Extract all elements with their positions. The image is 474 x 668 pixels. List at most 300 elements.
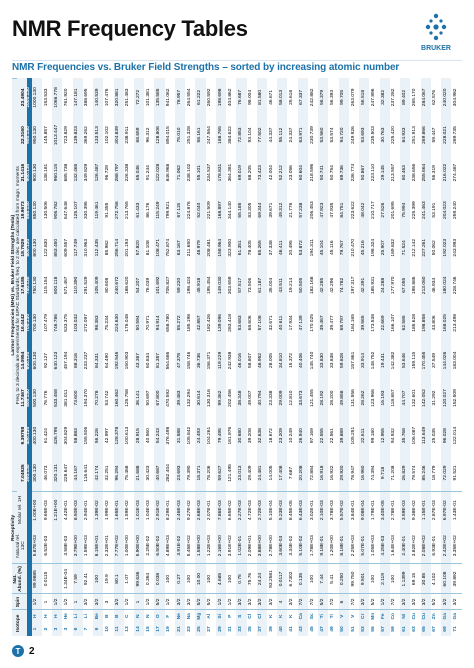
table-cell: 1.39E-02 bbox=[93, 492, 103, 528]
table-cell: 47.935 bbox=[328, 191, 338, 229]
table-cell: 101.692 bbox=[154, 267, 164, 305]
table-cell: 70.971 bbox=[144, 304, 154, 342]
table-cell: 33.673 bbox=[298, 379, 308, 417]
table-cell: 48.042 bbox=[359, 191, 369, 229]
table-cell: 8.15E+01 bbox=[93, 528, 103, 564]
table-cell: 72.884 bbox=[308, 454, 318, 492]
element-symbol-cell: H bbox=[42, 610, 52, 622]
table-cell: 80.1 bbox=[114, 564, 124, 594]
table-cell: 1.65E-01 bbox=[114, 492, 124, 528]
table-cell: 56.319 bbox=[431, 154, 441, 192]
table-cell: 269.866 bbox=[421, 116, 431, 154]
table-cell: 8.29E-01 bbox=[165, 492, 175, 528]
table-cell: 50.741 bbox=[318, 154, 328, 192]
table-cell: 39.208 bbox=[247, 417, 257, 455]
table-cell: 5.23E-03 bbox=[277, 492, 287, 528]
table-cell: 30.763 bbox=[380, 116, 390, 154]
table-cell: 78.405 bbox=[247, 229, 257, 267]
table-cell: 50.505 bbox=[298, 267, 308, 305]
table-cell: 72.853 bbox=[236, 116, 246, 154]
table-row bbox=[318, 79, 328, 637]
mass-number-cell: 67 bbox=[431, 622, 441, 636]
table-cell: 81.580 bbox=[257, 79, 267, 117]
table-row bbox=[298, 79, 308, 637]
mass-number-cell: 40 bbox=[277, 622, 287, 636]
bruker-logo bbox=[414, 12, 458, 52]
table-cell: 92.127 bbox=[42, 342, 52, 380]
frequency-header-cell: 400.130 bbox=[27, 417, 32, 455]
mass-number-cell: 3 bbox=[52, 622, 62, 636]
table-cell: 47.923 bbox=[318, 191, 328, 229]
table-cell: 47.378 bbox=[175, 342, 185, 380]
table-cell: 44.707 bbox=[400, 379, 410, 417]
table-cell: 388.695 bbox=[83, 79, 93, 117]
field-strength-cell: 17.6185 bbox=[22, 267, 27, 305]
mass-number-cell: 13 bbox=[124, 622, 134, 636]
table-cell: 138.181 bbox=[42, 154, 52, 192]
table-row bbox=[185, 79, 195, 637]
table-cell: 52.212 bbox=[277, 154, 287, 192]
element-symbol-cell: B bbox=[103, 610, 113, 622]
table-cell: 5.07E-01 bbox=[359, 528, 369, 564]
table-cell: 145.857 bbox=[42, 116, 52, 154]
table-cell: 107.476 bbox=[103, 79, 113, 117]
table-cell: 18.672 bbox=[267, 417, 277, 455]
table-cell: 31.588 bbox=[175, 417, 185, 455]
table-cell: 37.338 bbox=[267, 229, 277, 267]
table-cell: 15.372 bbox=[287, 342, 297, 380]
table-cell: 2.09E+01 bbox=[247, 528, 257, 564]
mass-number-cell: 53 bbox=[359, 622, 369, 636]
field-strength-cell: 9.39798 bbox=[22, 417, 27, 455]
table-cell: 304.829 bbox=[62, 417, 72, 455]
table-cell: 3.82E+02 bbox=[410, 528, 420, 564]
table-cell: 9.501 bbox=[359, 564, 369, 594]
mass-number-cell: 31 bbox=[226, 622, 236, 636]
table-cell: 291.529 bbox=[83, 267, 93, 305]
table-cell: 9.38E-02 bbox=[410, 492, 420, 528]
table-cell: 225.399 bbox=[410, 191, 420, 229]
table-cell: 20.208 bbox=[298, 454, 308, 492]
table-cell: 3/2 bbox=[185, 594, 195, 610]
table-cell: 33.838 bbox=[328, 342, 338, 380]
table-cell: 19.214 bbox=[287, 267, 297, 305]
table-cell: 564.686 bbox=[165, 342, 175, 380]
table-cell: 198.324 bbox=[369, 229, 379, 267]
element-symbol-cell: K bbox=[287, 610, 297, 622]
table-cell: 61.433 bbox=[134, 191, 144, 229]
frequency-header-cell: 1000.130 bbox=[27, 79, 32, 117]
table-cell: 34.810 bbox=[277, 342, 287, 380]
table-cell: 55.272 bbox=[175, 304, 185, 342]
table-cell: 5.87E+03 bbox=[32, 528, 42, 564]
table-cell: 50.062 bbox=[431, 229, 441, 267]
table-cell: 208.481 bbox=[206, 229, 216, 267]
element-symbol-cell: Na bbox=[185, 610, 195, 622]
element-symbol-cell: Ne bbox=[175, 610, 185, 622]
table-cell: 211.650 bbox=[185, 229, 195, 267]
table-cell: 16.922 bbox=[328, 454, 338, 492]
table-cell: 30.85 bbox=[421, 564, 431, 594]
table-cell: 1/2 bbox=[52, 594, 62, 610]
table-row bbox=[339, 79, 349, 637]
table-cell: 210.717 bbox=[369, 191, 379, 229]
table-cell: 344.140 bbox=[226, 191, 236, 229]
frequency-header-cell: 900.130 bbox=[27, 154, 32, 192]
mass-number-cell: 33 bbox=[236, 622, 246, 636]
table-cell: 29.009 bbox=[277, 379, 287, 417]
table-cell: 1/2 bbox=[226, 594, 236, 610]
table-cell: 240.672 bbox=[114, 267, 124, 305]
field-strength-cell: 19.9673 bbox=[22, 191, 27, 229]
table-cell: 3/2 bbox=[410, 594, 420, 610]
table-cell: 3/2 bbox=[257, 594, 267, 610]
table-cell: 53.646 bbox=[400, 342, 410, 380]
table-cell: 58.013 bbox=[277, 79, 287, 117]
table-row bbox=[400, 79, 410, 637]
element-symbol-cell: V bbox=[349, 610, 359, 622]
table-cell: 112.435 bbox=[93, 229, 103, 267]
table-cell: 213.060 bbox=[421, 267, 431, 305]
table-cell: 123.966 bbox=[369, 379, 379, 417]
table-cell: 140.539 bbox=[93, 79, 103, 117]
table-cell: 236.774 bbox=[349, 154, 359, 192]
table-cell: 274.487 bbox=[451, 154, 462, 192]
table-cell: 78.947 bbox=[349, 454, 359, 492]
table-cell: 1.64E+03 bbox=[390, 528, 400, 564]
table-cell: 65.185 bbox=[236, 191, 246, 229]
table-cell: 264.554 bbox=[185, 79, 195, 117]
table-cell: 571.467 bbox=[62, 267, 72, 305]
table-cell: 4.89E+03 bbox=[165, 528, 175, 564]
table-cell: 255.664 bbox=[421, 154, 431, 192]
table-cell: 83.305 bbox=[247, 191, 257, 229]
table-cell: 7.86E-03 bbox=[216, 492, 226, 528]
table-cell: 72.272 bbox=[134, 79, 144, 117]
table-cell: 0.135 bbox=[298, 564, 308, 594]
table-row bbox=[390, 79, 400, 637]
table-row bbox=[308, 79, 318, 637]
table-row bbox=[206, 79, 216, 637]
table-cell: 39.892 bbox=[451, 564, 462, 594]
table-cell: 7/2 bbox=[328, 594, 338, 610]
table-cell: 170.455 bbox=[421, 342, 431, 380]
table-cell: 67.800 bbox=[154, 379, 164, 417]
table-cell: 300.130 bbox=[32, 454, 42, 492]
table-cell: 894.015 bbox=[165, 116, 175, 154]
table-cell: 100 bbox=[390, 564, 400, 594]
table-cell: 75.76 bbox=[247, 564, 257, 594]
table-cell: 204.023 bbox=[441, 191, 451, 229]
table-cell: 1.02E-01 bbox=[236, 528, 246, 564]
table-cell: 180.024 bbox=[441, 267, 451, 305]
table-cell: 130.316 bbox=[206, 379, 216, 417]
table-cell: 5/2 bbox=[154, 594, 164, 610]
table-cell: 32.382 bbox=[380, 79, 390, 117]
table-row bbox=[114, 79, 124, 637]
table-cell: 533.375 bbox=[62, 304, 72, 342]
table-cell: 113.649 bbox=[421, 417, 431, 455]
frequency-header-cell: 500.130 bbox=[27, 379, 32, 417]
table-cell: 23.693 bbox=[175, 454, 185, 492]
table-cell: 49.007 bbox=[247, 379, 257, 417]
table-cell: 30.680 bbox=[236, 417, 246, 455]
table-cell: 116.641 bbox=[83, 454, 93, 492]
table-cell: 1 bbox=[73, 594, 83, 610]
table-row bbox=[175, 79, 185, 637]
mass-number-cell: 71 bbox=[451, 622, 462, 636]
table-cell: 310.963 bbox=[83, 229, 93, 267]
table-cell: 23.338 bbox=[267, 379, 277, 417]
element-symbol-cell: Ga bbox=[451, 610, 462, 622]
table-cell: 33.914 bbox=[359, 342, 369, 380]
table-cell: 62.585 bbox=[400, 304, 410, 342]
table-cell: 93.104 bbox=[247, 116, 257, 154]
table-cell: 49.858 bbox=[339, 379, 349, 417]
table-cell: 1.78E+03 bbox=[308, 528, 318, 564]
table-cell: 99.705 bbox=[339, 79, 349, 117]
table-cell: 22.669 bbox=[380, 304, 390, 342]
table-cell: 2.68E-03 bbox=[195, 492, 205, 528]
table-row bbox=[124, 79, 134, 637]
table-cell: 53.742 bbox=[103, 379, 113, 417]
table-cell: 2.07E-01 bbox=[206, 492, 216, 528]
mass-number-cell: 39 bbox=[267, 622, 277, 636]
table-cell: 3/2 bbox=[400, 594, 410, 610]
table-cell: 93.2581 bbox=[267, 564, 277, 594]
element-symbol-cell: Mg bbox=[195, 610, 205, 622]
mass-number-cell: 63 bbox=[410, 622, 420, 636]
table-row bbox=[267, 79, 277, 637]
table-cell: 150.903 bbox=[124, 342, 134, 380]
table-cell: 76.687 bbox=[236, 79, 246, 117]
mass-number-cell: 1 bbox=[32, 622, 42, 636]
mass-number-cell: 7 bbox=[83, 622, 93, 636]
table-cell: 160.462 bbox=[114, 379, 124, 417]
table-cell: 2.10E-03 bbox=[318, 492, 328, 528]
table-cell: 1.43E-01 bbox=[451, 492, 462, 528]
table-cell: 8.50E-03 bbox=[73, 492, 83, 528]
table-cell: 243.993 bbox=[451, 229, 462, 267]
table-cell: 44.167 bbox=[73, 454, 83, 492]
table-cell: 218.596 bbox=[308, 154, 318, 192]
table-cell: 29.145 bbox=[380, 154, 390, 192]
isotope-header: Isotope bbox=[12, 610, 27, 636]
table-cell: 647.648 bbox=[62, 191, 72, 229]
table-cell: 28.192 bbox=[318, 379, 328, 417]
table-row bbox=[380, 79, 390, 637]
mass-number-cell: 61 bbox=[400, 622, 410, 636]
table-cell: 81.357 bbox=[154, 342, 164, 380]
table-row bbox=[421, 79, 431, 637]
table-cell: 800.130 bbox=[32, 229, 42, 267]
table-cell: 96.294 bbox=[114, 454, 124, 492]
table-cell: 3/2 bbox=[359, 594, 369, 610]
table-cell: 67.337 bbox=[298, 79, 308, 117]
table-cell: 17.408 bbox=[277, 454, 287, 492]
table-cell: 7.44 bbox=[318, 564, 328, 594]
table-cell: 46.016 bbox=[236, 342, 246, 380]
table-row bbox=[257, 79, 267, 637]
table-cell: 120.027 bbox=[441, 379, 451, 417]
table-cell: 941.062 bbox=[165, 79, 175, 117]
table-cell: 177.970 bbox=[390, 267, 400, 305]
table-cell: 906.782 bbox=[52, 191, 62, 229]
mass-number-cell: 35 bbox=[247, 622, 257, 636]
table-cell: 24.481 bbox=[257, 454, 267, 492]
mass-number-cell: 45 bbox=[308, 622, 318, 636]
table-cell: 4 bbox=[277, 594, 287, 610]
table-cell: 223.110 bbox=[369, 154, 379, 192]
table-cell: 10.00 bbox=[195, 564, 205, 594]
table-cell: 23.056 bbox=[287, 154, 297, 192]
table-cell: 238.911 bbox=[124, 116, 134, 154]
table-cell: 44.337 bbox=[267, 116, 277, 154]
table-cell: 2.25E-02 bbox=[144, 528, 154, 564]
element-symbol-cell: Ni bbox=[400, 610, 410, 622]
table-cell: 221.509 bbox=[206, 191, 216, 229]
element-symbol-cell: C bbox=[124, 610, 134, 622]
table-cell: 234.537 bbox=[206, 154, 216, 192]
table-cell: 59.220 bbox=[175, 267, 185, 305]
table-cell: 323.900 bbox=[226, 229, 236, 267]
frequency-table-container bbox=[12, 78, 462, 636]
table-cell: 40.611 bbox=[277, 304, 287, 342]
table-cell: 153.533 bbox=[42, 79, 52, 117]
table-cell: 272.756 bbox=[114, 191, 124, 229]
table-cell: 5/2 bbox=[195, 594, 205, 610]
table-cell: 21.688 bbox=[134, 454, 144, 492]
table-cell: 3.02E-01 bbox=[308, 492, 318, 528]
table-cell: 213.498 bbox=[451, 304, 462, 342]
table-cell: 18.371 bbox=[195, 454, 205, 492]
table-cell: 58.807 bbox=[247, 342, 257, 380]
table-cell: 56.226 bbox=[93, 417, 103, 455]
table-cell: 105.409 bbox=[93, 267, 103, 305]
frequency-header-cell: 800.130 bbox=[27, 229, 32, 267]
table-cell: 55.112 bbox=[277, 116, 287, 154]
table-cell: 1 bbox=[134, 594, 144, 610]
table-cell: 110.390 bbox=[73, 267, 83, 305]
mass-number-cell: 10 bbox=[103, 622, 113, 636]
table-cell: 5.41 bbox=[328, 564, 338, 594]
table-cell: 121.495 bbox=[226, 454, 236, 492]
table-row bbox=[216, 79, 226, 637]
table-cell: 750.130 bbox=[32, 267, 42, 305]
table-cell: 1000.130 bbox=[32, 79, 42, 117]
table-cell: 349.829 bbox=[83, 154, 93, 192]
table-cell: 609.557 bbox=[62, 229, 72, 267]
table-row bbox=[62, 79, 72, 637]
table-cell: 39.477 bbox=[328, 304, 338, 342]
table-cell: 9.08E-04 bbox=[359, 492, 369, 528]
table-cell: 5.45E+02 bbox=[185, 528, 195, 564]
mass-number-cell: 15 bbox=[144, 622, 154, 636]
table-cell: 22.611 bbox=[359, 417, 369, 455]
table-cell: 195.454 bbox=[206, 267, 216, 305]
table-cell: 45.216 bbox=[359, 229, 369, 267]
table-cell: 685.738 bbox=[62, 154, 72, 192]
element-symbol-cell: Cu bbox=[421, 610, 431, 622]
table-row bbox=[134, 79, 144, 637]
table-cell: 1/2 bbox=[62, 594, 72, 610]
table-cell: 45.104 bbox=[318, 229, 328, 267]
table-cell: 144.026 bbox=[441, 342, 451, 380]
table-cell: 19.9 bbox=[103, 564, 113, 594]
field-strength-cell: 14.0954 bbox=[22, 342, 27, 380]
table-cell: 79.390 bbox=[185, 454, 195, 492]
table-cell: 168.897 bbox=[216, 191, 226, 229]
table-cell: 3/2 bbox=[236, 594, 246, 610]
table-cell: 46.671 bbox=[267, 79, 277, 117]
mass-number-cell: 50 bbox=[339, 622, 349, 636]
table-row bbox=[226, 79, 236, 637]
molar-rel-header: Molar rel. 1H bbox=[17, 492, 27, 528]
table-cell: 176.048 bbox=[124, 304, 134, 342]
table-cell: 126.487 bbox=[93, 154, 103, 192]
element-symbol-cell: Cl bbox=[257, 610, 267, 622]
table-cell: 106.087 bbox=[410, 417, 420, 455]
table-cell: 247.564 bbox=[206, 116, 216, 154]
element-symbol-cell: N bbox=[144, 610, 154, 622]
table-cell: 97.169 bbox=[308, 417, 318, 455]
table-cell: 81.108 bbox=[144, 229, 154, 267]
table-cell: 168.025 bbox=[441, 304, 451, 342]
mass-number-cell: 27 bbox=[206, 622, 216, 636]
table-cell: 98.383 bbox=[93, 304, 103, 342]
table-row bbox=[359, 79, 369, 637]
table-cell: 185.198 bbox=[185, 304, 195, 342]
table-cell: 0.27 bbox=[175, 564, 185, 594]
logo-text: BRUKER bbox=[421, 45, 451, 52]
table-cell: 24.24 bbox=[257, 564, 267, 594]
table-cell: 0.0115 bbox=[42, 564, 52, 594]
mass-number-cell: 3 bbox=[62, 622, 72, 636]
field-strength-cell: 7.04925 bbox=[22, 454, 27, 492]
mass-number-cell: 55 bbox=[369, 622, 379, 636]
table-cell: 5/2 bbox=[318, 594, 328, 610]
table-cell: 6.7302 bbox=[287, 564, 297, 594]
table-cell: 145.740 bbox=[308, 342, 318, 380]
table-cell: 19.431 bbox=[380, 342, 390, 380]
element-symbol-cell: Co bbox=[390, 610, 400, 622]
table-cell: 800.118 bbox=[52, 267, 62, 305]
table-cell: 2.08E+02 bbox=[421, 528, 431, 564]
table-cell: 3.78E-03 bbox=[328, 492, 338, 528]
mass-number-cell: 43 bbox=[298, 622, 308, 636]
mass-number-cell: 17 bbox=[154, 622, 164, 636]
element-symbol-cell: Li bbox=[73, 610, 83, 622]
table-cell: 2.16E+00 bbox=[216, 528, 226, 564]
table-cell: 24.337 bbox=[287, 116, 297, 154]
element-symbol-cell: Be bbox=[93, 610, 103, 622]
table-row bbox=[277, 79, 287, 637]
table-cell: 600.130 bbox=[32, 342, 42, 380]
table-cell: 2.78E+00 bbox=[267, 528, 277, 564]
table-cell: 25.618 bbox=[287, 79, 297, 117]
table-cell: 46.073 bbox=[42, 454, 52, 492]
table-cell: 56.518 bbox=[359, 79, 369, 117]
table-row bbox=[349, 79, 359, 637]
table-cell: 0.250 bbox=[339, 564, 349, 594]
table-cell: 3.84E-01 bbox=[349, 492, 359, 528]
table-cell: 30.614 bbox=[195, 379, 205, 417]
table-cell: 29.920 bbox=[339, 454, 349, 492]
frequency-header-cell: 850.130 bbox=[27, 191, 32, 229]
table-cell: 74.394 bbox=[369, 454, 379, 492]
table-cell: 48.952 bbox=[257, 342, 267, 380]
table-cell: 3.91E+02 bbox=[226, 528, 236, 564]
